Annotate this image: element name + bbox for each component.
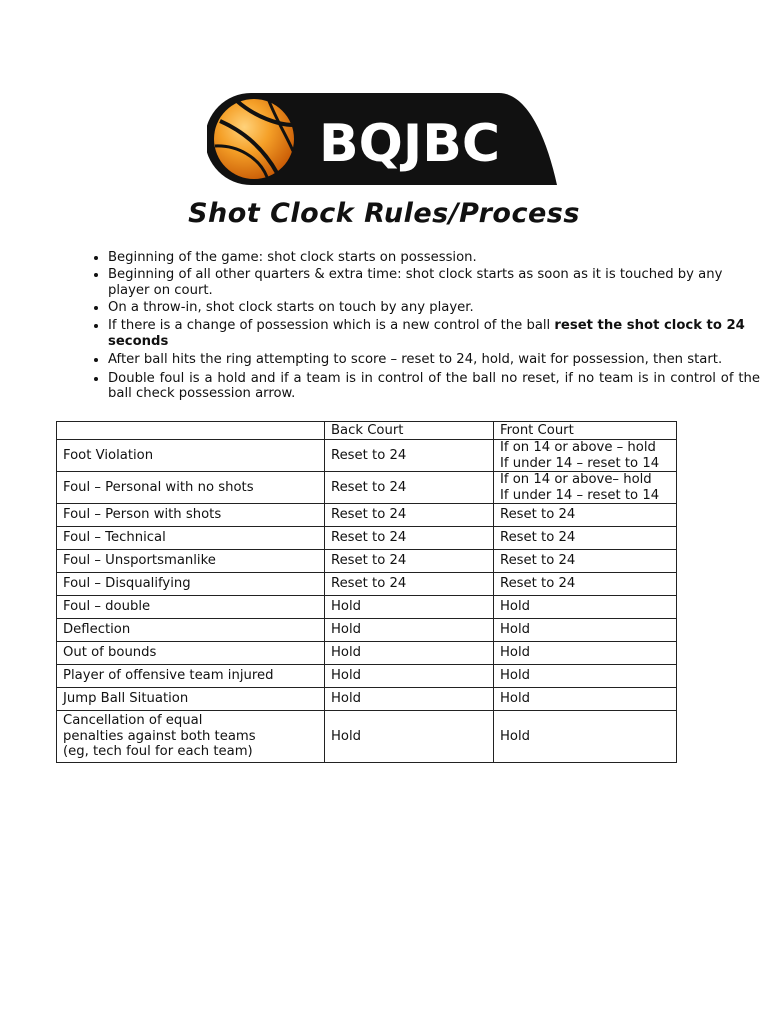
table-row: [57, 596, 677, 619]
table-cell: Hold: [325, 642, 494, 665]
table-cell: Hold: [494, 665, 677, 688]
rule-item: • Double foul is a hold and if a team is in control of the ball no reset, if no team is in control of the ball check possession arrow.: [108, 371, 760, 402]
table-row: [57, 711, 677, 763]
table-cell: Foul – Personal with no shots: [57, 472, 325, 504]
table-cell: Hold: [494, 596, 677, 619]
logo-text: BQJBC: [319, 114, 500, 174]
table-cell: Hold: [325, 619, 494, 642]
table-row: [57, 688, 677, 711]
table-cell: Hold: [494, 711, 677, 763]
table-cell: If on 14 or above– hold If under 14 – reset to 14: [494, 472, 677, 504]
table-cell: Hold: [494, 619, 677, 642]
table-cell: Hold: [325, 711, 494, 763]
table-cell: Foul – Technical: [57, 527, 325, 550]
table-cell: Reset to 24: [494, 550, 677, 573]
table-cell: If on 14 or above – hold If under 14 – reset to 14: [494, 440, 677, 472]
table-cell: Deflection: [57, 619, 325, 642]
table-header-cell: [57, 422, 325, 440]
table-cell: Reset to 24: [325, 440, 494, 472]
page-title: Shot Clock Rules/Process: [188, 198, 580, 229]
table-cell: Hold: [325, 688, 494, 711]
table-cell: Foul – Unsportsmanlike: [57, 550, 325, 573]
table-row: [57, 550, 677, 573]
table-cell: Reset to 24: [494, 527, 677, 550]
table-cell: Hold: [494, 688, 677, 711]
table-cell: Hold: [494, 642, 677, 665]
rule-item: • Beginning of the game: shot clock starts on possession.: [108, 250, 760, 266]
table-cell: Cancellation of equal penalties against both teams (eg, tech foul for each team): [57, 711, 325, 763]
table-cell: Foul – double: [57, 596, 325, 619]
table-cell: Out of bounds: [57, 642, 325, 665]
table-cell: Reset to 24: [494, 504, 677, 527]
table-cell: Hold: [325, 665, 494, 688]
bqjbc-logo: [207, 91, 559, 187]
rule-item: • After ball hits the ring attempting to score – reset to 24, hold, wait for possession, then start.: [108, 352, 760, 368]
table-header-row: [57, 422, 677, 440]
table-cell: Reset to 24: [325, 573, 494, 596]
table-cell: Reset to 24: [325, 504, 494, 527]
basketball-icon: [214, 99, 294, 179]
table-cell: Reset to 24: [325, 472, 494, 504]
table-cell: Foul – Person with shots: [57, 504, 325, 527]
table-row: [57, 573, 677, 596]
table-header-cell: Front Court: [494, 422, 677, 440]
table-cell: Hold: [325, 596, 494, 619]
table-row: [57, 527, 677, 550]
rules-list: [86, 250, 760, 403]
rule-item: • Beginning of all other quarters & extra time: shot clock starts as soon as it is touched by any player on court.: [108, 267, 760, 298]
rule-item: • If there is a change of possession which is a new control of the ball reset the shot clock to 24 seconds: [108, 318, 760, 349]
table-row: [57, 619, 677, 642]
table-cell: Jump Ball Situation: [57, 688, 325, 711]
table-row: [57, 504, 677, 527]
table-header-cell: Back Court: [325, 422, 494, 440]
table-cell: Foul – Disqualifying: [57, 573, 325, 596]
table-cell: Reset to 24: [325, 527, 494, 550]
table-row: [57, 440, 677, 472]
table-cell: Reset to 24: [494, 573, 677, 596]
shot-clock-table: [56, 421, 677, 763]
table-row: [57, 642, 677, 665]
rule-item: • On a throw-in, shot clock starts on touch by any player.: [108, 300, 760, 316]
table-row: [57, 472, 677, 504]
table-cell: Player of offensive team injured: [57, 665, 325, 688]
table-cell: Foot Violation: [57, 440, 325, 472]
table-cell: Reset to 24: [325, 550, 494, 573]
table-row: [57, 665, 677, 688]
